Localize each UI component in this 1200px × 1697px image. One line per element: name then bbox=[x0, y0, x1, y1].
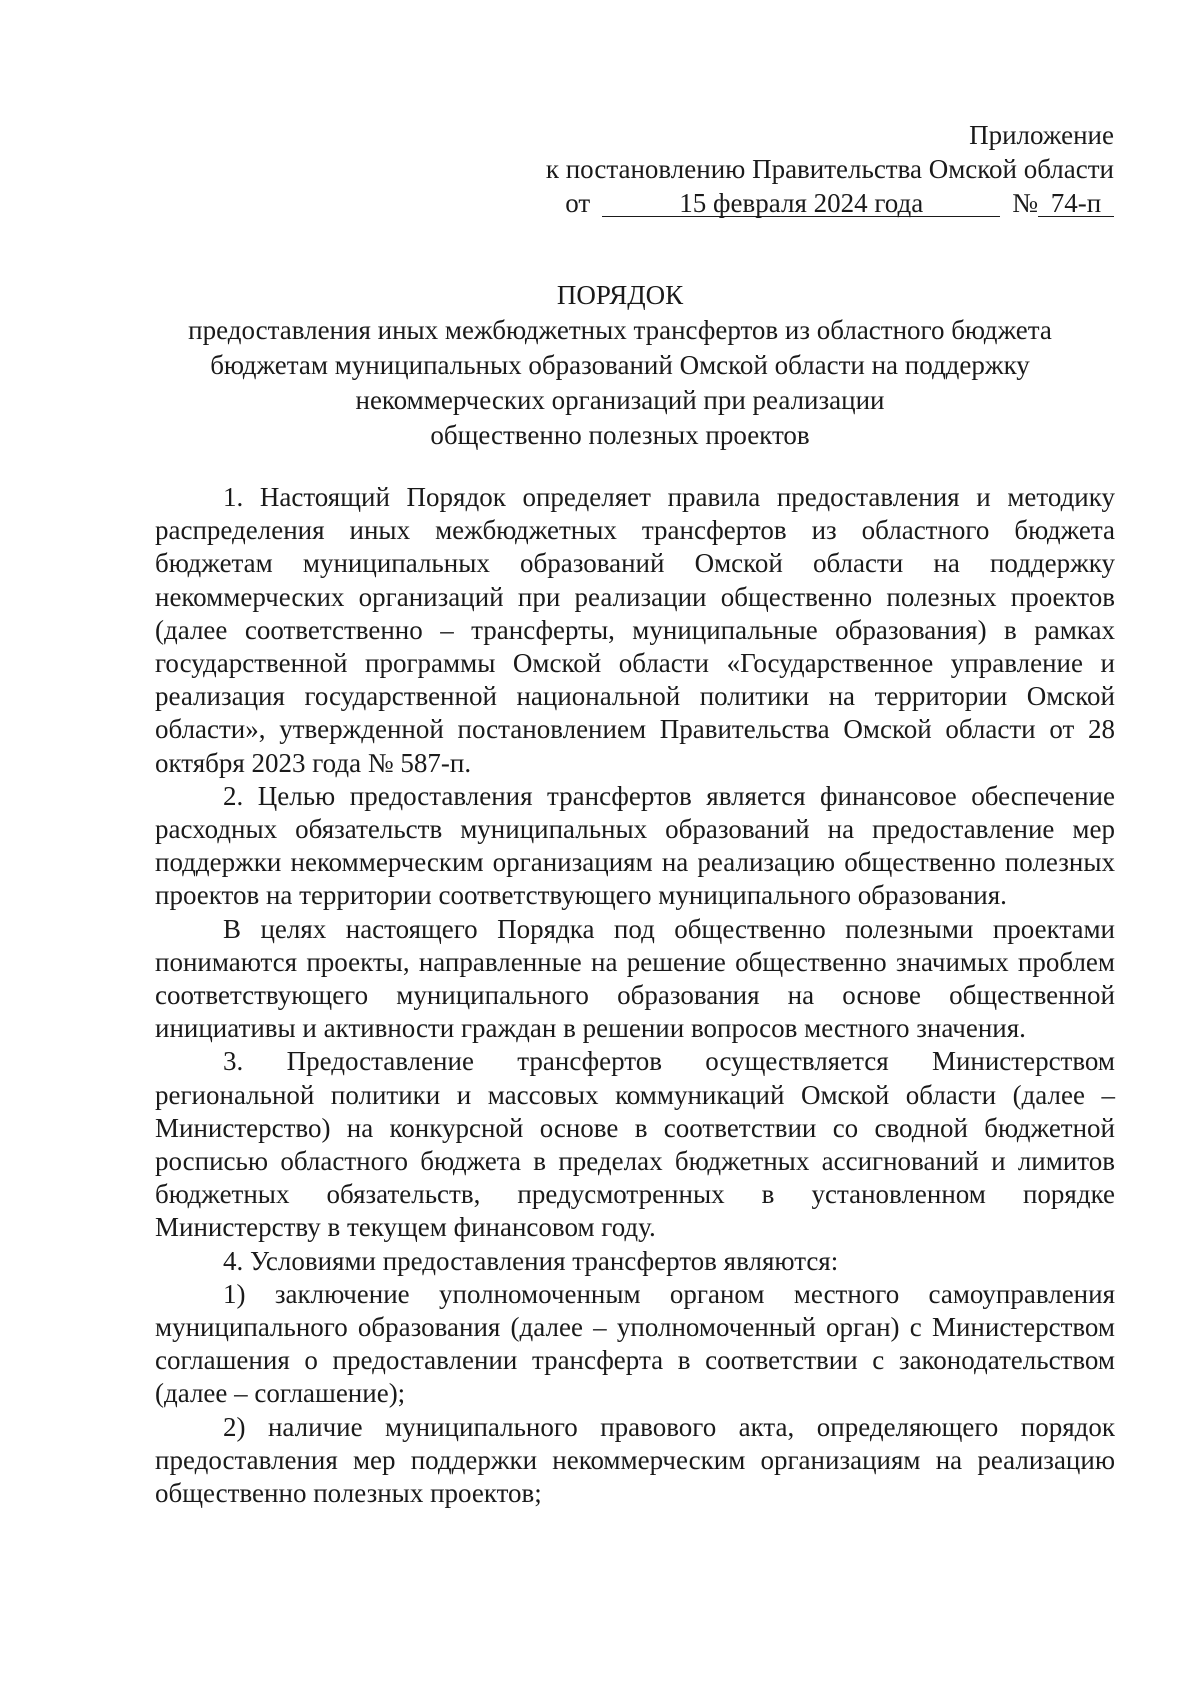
resolution-reference: к постановлению Правительства Омской области bbox=[545, 154, 1114, 184]
title-line-1: предоставления иных межбюджетных трансфертов из областного бюджета bbox=[188, 315, 1052, 345]
from-label: от bbox=[565, 188, 591, 218]
title-line-4: общественно полезных проектов bbox=[430, 420, 810, 450]
document-title bbox=[150, 278, 1090, 453]
appendix-header bbox=[474, 118, 1114, 220]
paragraph-2: 2. Целью предоставления трансфертов является финансовое обеспечение расходных обязательств муниципальных образований на предоставление мер поддержки некоммерческим организациям на реализацию общественно полезных проектов на территории соответствующего муниципального образования. bbox=[155, 780, 1115, 911]
number-label: № bbox=[1012, 188, 1038, 218]
date-number-line bbox=[474, 186, 1114, 220]
resolution-number: 74-п bbox=[1038, 190, 1114, 217]
paragraph-3: В целях настоящего Порядка под общественно полезными проектами понимаются проекты, направленные на решение общественно значимых проблем соответствующего муниципального образования на основе общественной инициативы и активности граждан в решении вопросов местного значения. bbox=[155, 913, 1115, 1044]
appendix-label: Приложение bbox=[969, 120, 1114, 150]
paragraph-7: 2) наличие муниципального правового акта, определяющего порядок предоставления мер поддержки некоммерческим организациям на реализацию общественно полезных проектов; bbox=[155, 1411, 1115, 1509]
title-main: ПОРЯДОК bbox=[556, 280, 684, 310]
title-line-3: некоммерческих организаций при реализации bbox=[355, 385, 885, 415]
paragraph-4: 3. Предоставление трансфертов осуществляется Министерством региональной политики и массовых коммуникаций Омской области (далее – Министерство) на конкурсной основе в соответствии со сводной бюджетной росписью областного бюджета в пределах бюджетных ассигнований и лимитов бюджетных обязательств, предусмотренных в установленном порядке Министерству в текущем финансовом году. bbox=[155, 1046, 1115, 1243]
document-body bbox=[155, 481, 1115, 1510]
paragraph-1: 1. Настоящий Порядок определяет правила предоставления и методику распределения иных межбюджетных трансфертов из областного бюджета бюджетам муниципальных образований Омской области на поддержку некоммерческих организаций при реализации общественно полезных проектов (далее соответственно – трансферты, муниципальные образования) в рамках государственной программы Омской области «Государственное управление и реализация государственной национальной политики на территории Омской области», утвержденной постановлением Правительства Омской области от 28 октября 2023 года № 587-п. bbox=[155, 482, 1115, 778]
title-line-2: бюджетам муниципальных образований Омской области на поддержку bbox=[210, 350, 1030, 380]
paragraph-6: 1) заключение уполномоченным органом местного самоуправления муниципального образования (далее – уполномоченный орган) с Министерством соглашения о предоставлении трансферта в соответствии с законодательством (далее – соглашение); bbox=[155, 1278, 1115, 1409]
resolution-date: 15 февраля 2024 года bbox=[602, 190, 1000, 217]
paragraph-5: 4. Условиями предоставления трансфертов являются: bbox=[223, 1245, 839, 1276]
